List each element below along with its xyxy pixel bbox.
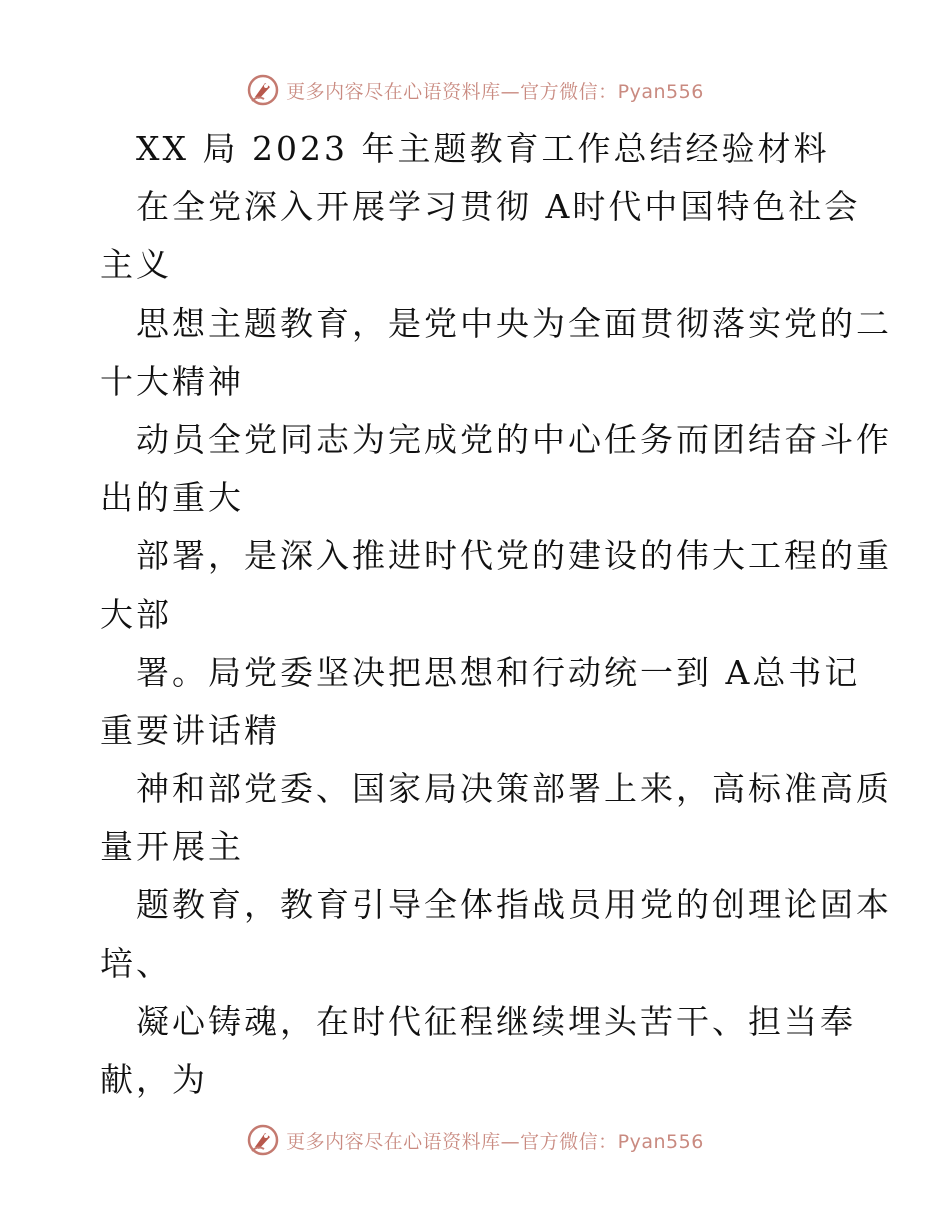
document-title: XX 局 2023 年主题教育工作总结经验材料 <box>136 129 830 168</box>
paragraph-line: 献，为 <box>100 1060 208 1099</box>
paragraph-line: 出的重大 <box>100 478 244 518</box>
watermark-text: 更多内容尽在心语资料库—官方微信：Pyan556 <box>286 1130 704 1153</box>
paragraph-line: 动员全党同志为完成党的中心任务而团结奋斗作 <box>136 419 892 459</box>
watermark-text: 更多内容尽在心语资料库—官方微信：Pyan556 <box>286 80 704 103</box>
paragraph-line: 部署，是深入推进时代党的建设的伟大工程的重 <box>136 536 892 576</box>
paragraph-line: 十大精神 <box>100 361 244 401</box>
paragraph-line: 主义 <box>100 245 172 285</box>
paragraph-line: 署。局党委坚决把思想和行动统一到 A总书记 <box>136 652 861 692</box>
document-body <box>100 120 892 1109</box>
paragraph-line: 在全党深入开展学习贯彻 A时代中国特色社会 <box>136 187 861 227</box>
paragraph-line: 凝心铸魂，在时代征程继续埋头苦干、担当奉 <box>136 1001 856 1041</box>
footer-watermark <box>0 1122 950 1158</box>
header-watermark <box>0 72 950 108</box>
paragraph-line: 培、 <box>100 943 172 983</box>
paragraph-line: 大部 <box>100 594 172 634</box>
pen-nib-logo-icon <box>246 73 280 107</box>
pen-nib-logo-icon <box>246 1123 280 1157</box>
paragraph-line: 重要讲话精 <box>100 710 280 750</box>
paragraph-line: 神和部党委、国家局决策部署上来，高标准高质 <box>136 769 892 809</box>
paragraph-line: 思想主题教育，是党中央为全面贯彻落实党的二 <box>136 303 892 343</box>
paragraph-line: 题教育，教育引导全体指战员用党的创理论固本 <box>136 885 892 925</box>
paragraph-line: 量开展主 <box>100 827 244 867</box>
